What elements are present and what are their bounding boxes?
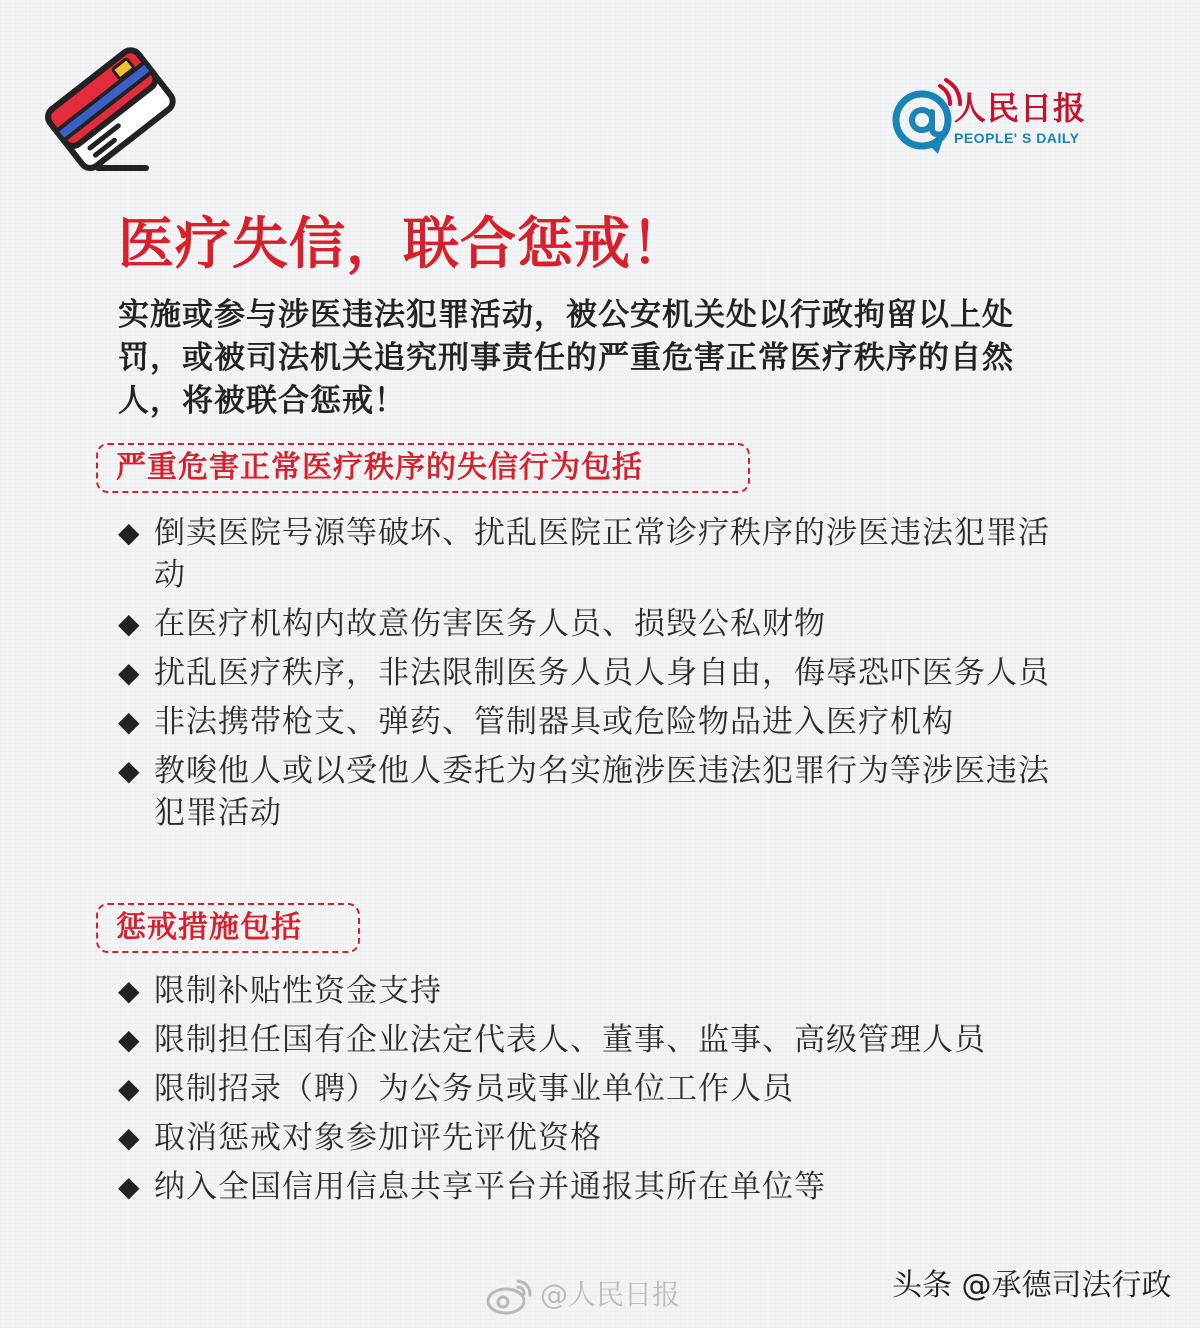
list-item — [118, 1068, 1068, 1110]
list-item — [118, 750, 1068, 834]
list-item-text: 在医疗机构内故意伤害医务人员、损毁公私财物 — [154, 606, 826, 642]
diamond-bullet-icon: ◆ — [118, 754, 141, 787]
list-item-text: 取消惩戒对象参加评先评优资格 — [154, 1120, 602, 1156]
list-item-text: 教唆他人或以受他人委托为名实施涉医违法犯罪行为等涉医违法犯罪活动 — [154, 753, 1050, 831]
credit-card-icon — [36, 36, 182, 182]
intro-paragraph: 实施或参与涉医违法犯罪活动，被公安机关处以行政拘留以上处罚，或被司法机关追究刑事责任的严重危害正常医疗秩序的自然人，将被联合惩戒！ — [118, 297, 1014, 419]
diamond-bullet-icon: ◆ — [118, 1170, 141, 1203]
diamond-bullet-icon: ◆ — [118, 1121, 141, 1154]
measures-list — [118, 970, 1068, 1215]
section-label-measures: 惩戒措施包括 — [96, 903, 360, 953]
diamond-bullet-icon: ◆ — [118, 1072, 141, 1105]
page-title: 医疗失信，联合惩戒！ — [118, 211, 688, 277]
list-item — [118, 512, 1068, 596]
watermark-text: @人民日报 — [540, 1278, 681, 1311]
list-item — [118, 1117, 1068, 1159]
brand-name-cn: 人民日报 — [954, 89, 1087, 127]
diamond-bullet-icon: ◆ — [118, 705, 141, 738]
diamond-bullet-icon: ◆ — [118, 974, 141, 1007]
diamond-bullet-icon: ◆ — [118, 1023, 141, 1056]
list-item — [118, 1019, 1068, 1061]
list-item-text: 限制补贴性资金支持 — [154, 973, 442, 1009]
section-label-violations: 严重危害正常医疗秩序的失信行为包括 — [96, 443, 750, 493]
diamond-bullet-icon: ◆ — [118, 656, 141, 689]
list-item-text: 扰乱医疗秩序，非法限制医务人员人身自由，侮辱恐吓医务人员 — [154, 655, 1050, 691]
list-item-text: 限制担任国有企业法定代表人、董事、监事、高级管理人员 — [154, 1022, 986, 1058]
source-tag: 头条 @承德司法行政 — [892, 1268, 1172, 1303]
list-item — [118, 970, 1068, 1012]
weibo-icon — [486, 1277, 534, 1315]
violations-list — [118, 512, 1068, 841]
weibo-watermark — [486, 1272, 680, 1318]
diamond-bullet-icon: ◆ — [118, 607, 141, 640]
list-item-text: 纳入全国信用信息共享平台并通报其所在单位等 — [154, 1169, 826, 1205]
list-item — [118, 1166, 1068, 1208]
list-item-text: 限制招录（聘）为公务员或事业单位工作人员 — [154, 1071, 794, 1107]
list-item-text: 非法携带枪支、弹药、管制器具或危险物品进入医疗机构 — [154, 704, 954, 740]
list-item-text: 倒卖医院号源等破坏、扰乱医院正常诊疗秩序的涉医违法犯罪活动 — [154, 515, 1050, 593]
list-item — [118, 603, 1068, 645]
brand-name-en: PEOPLE' S DAILY — [954, 130, 1080, 146]
list-item — [118, 652, 1068, 694]
diamond-bullet-icon: ◆ — [118, 516, 141, 549]
list-item — [118, 701, 1068, 743]
